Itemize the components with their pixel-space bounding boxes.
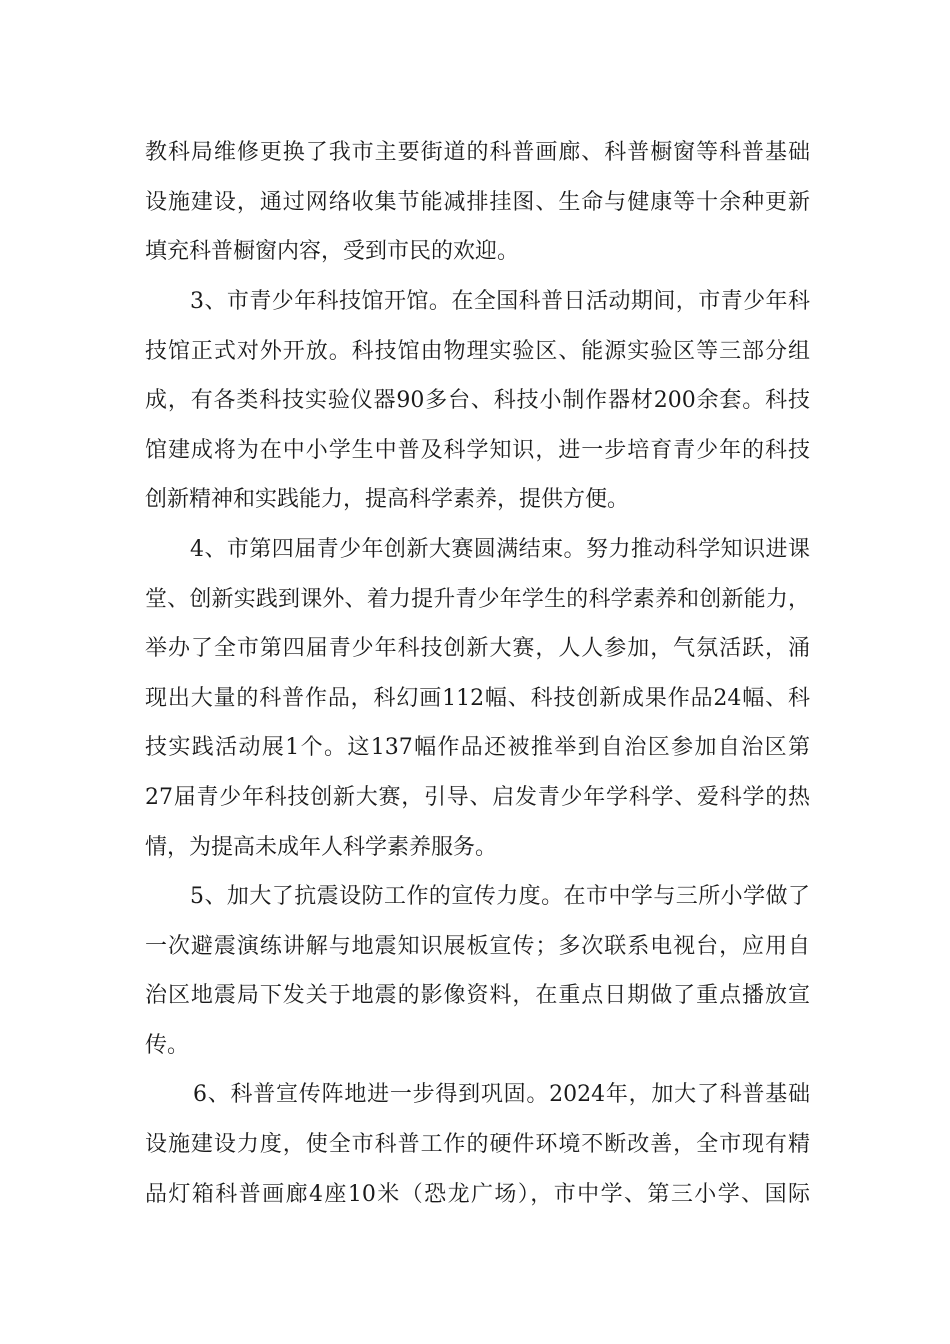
text-line: 技馆正式对外开放。科技馆由物理实验区、能源实验区等三部分组 [145, 339, 810, 364]
text-line: 治区地震局下发关于地震的影像资料，在重点日期做了重点播放宣 [145, 983, 810, 1008]
text-line: 填充科普橱窗内容，受到市民的欢迎。 [145, 239, 520, 264]
text-line: 品灯箱科普画廊4座10米（恐龙广场），市中学、第三小学、国际 [145, 1182, 810, 1207]
text-line: 现出大量的科普作品，科幻画112幅、科技创新成果作品24幅、科 [145, 686, 810, 711]
text-line: 传。 [145, 1033, 190, 1058]
text-line: 4、市第四届青少年创新大赛圆满结束。努力推动科学知识进课 [190, 537, 810, 562]
text-line: 创新精神和实践能力，提高科学素养，提供方便。 [145, 487, 630, 512]
text-line: 情，为提高未成年人科学素养服务。 [145, 835, 498, 860]
text-line: 27届青少年科技创新大赛，引导、启发青少年学科学、爱科学的热 [145, 785, 810, 810]
text-line: 成，有各类科技实验仪器90多台、科技小制作器材200余套。科技 [145, 388, 810, 413]
text-line: 举办了全市第四届青少年科技创新大赛，人人参加，气氛活跃，涌 [145, 636, 810, 661]
text-line: 3、市青少年科技馆开馆。在全国科普日活动期间，市青少年科 [190, 289, 810, 314]
text-line: 设施建设，通过网络收集节能减排挂图、生命与健康等十余种更新 [145, 190, 810, 215]
text-line: 5、加大了抗震设防工作的宣传力度。在市中学与三所小学做了 [190, 884, 810, 909]
text-line: 设施建设力度，使全市科普工作的硬件环境不断改善，全市现有精 [145, 1132, 810, 1157]
text-line: 馆建成将为在中小学生中普及科学知识，进一步培育青少年的科技 [145, 438, 810, 463]
text-line: 技实践活动展1个。这137幅作品还被推举到自治区参加自治区第 [145, 735, 810, 760]
text-line: 堂、创新实践到课外、着力提升青少年学生的科学素养和创新能力， [145, 587, 810, 612]
text-line: 一次避震演练讲解与地震知识展板宣传；多次联系电视台，应用自 [145, 934, 810, 959]
text-line: 教科局维修更换了我市主要街道的科普画廊、科普橱窗等科普基础 [145, 140, 810, 165]
text-line: 6、科普宣传阵地进一步得到巩固。2024年，加大了科普基础 [193, 1082, 810, 1107]
